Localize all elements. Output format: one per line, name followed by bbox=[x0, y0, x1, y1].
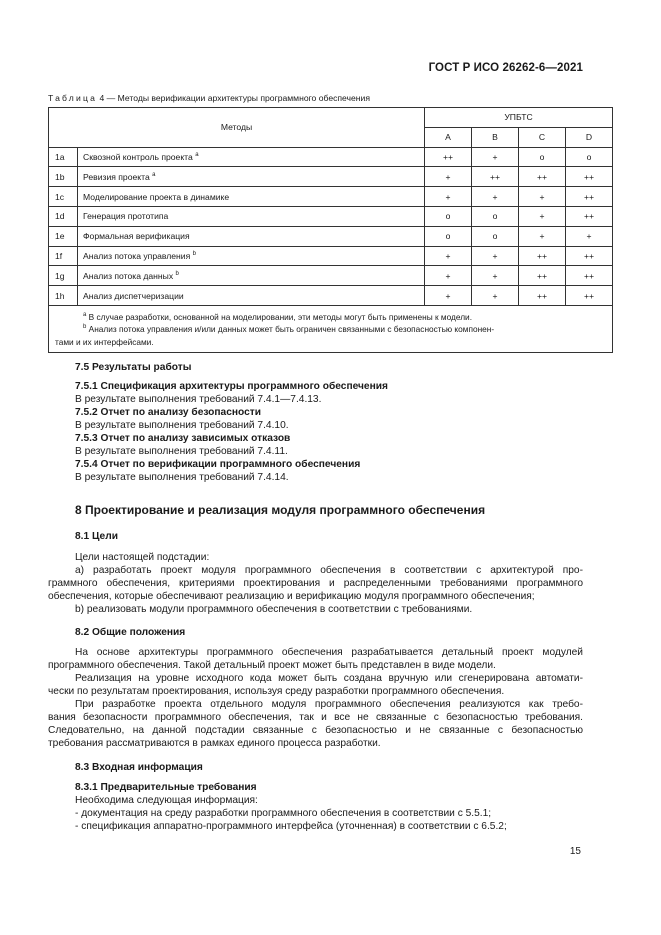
section-7-5-3-text: В результате выполнения требований 7.4.11. bbox=[75, 446, 288, 457]
table-caption-text: 4 — Методы верификации архитектуры программного обеспечения bbox=[99, 93, 371, 103]
section-7-5-3-title: 7.5.3 Отчет по анализу зависимых отказов bbox=[75, 433, 291, 444]
row-value-d: o bbox=[566, 147, 613, 167]
row-value-c: ++ bbox=[519, 167, 566, 187]
s82-p3-line-1: При разработке проекта отдельного модуля программного обеспечения реализуются как требо- bbox=[75, 699, 583, 710]
prereq-item-2: - спецификация аппаратно-программного интерфейса (уточненная) в соответствии с 6.5.2; bbox=[75, 821, 507, 832]
row-value-c: + bbox=[519, 206, 566, 226]
row-method bbox=[78, 167, 425, 187]
note-a-text: В случае разработки, основанной на моделировании, эти методы могут быть применены к модели. bbox=[88, 311, 472, 322]
row-footnote-mark: b bbox=[192, 251, 196, 258]
section-8-1-title: 8.1 Цели bbox=[75, 531, 118, 542]
table-row bbox=[49, 266, 613, 286]
note-a bbox=[55, 311, 606, 323]
header-level-a: A bbox=[425, 127, 472, 147]
section-8-2-title: 8.2 Общие положения bbox=[75, 627, 186, 638]
table-row bbox=[49, 206, 613, 226]
header-level-c: C bbox=[519, 127, 566, 147]
section-7-5-1-text: В результате выполнения требований 7.4.1—7.4.13. bbox=[75, 394, 322, 405]
header-methods: Методы bbox=[49, 108, 425, 148]
row-method-text: Анализ потока управления bbox=[83, 250, 191, 261]
row-method-text: Формальная верификация bbox=[83, 231, 190, 242]
s82-p2-line-1: Реализация на уровне исходного кода может быть создана вручную или сгенерирована автомати- bbox=[75, 673, 583, 684]
section-7-5-title: 7.5 Результаты работы bbox=[75, 362, 192, 373]
section-7-5-1-title: 7.5.1 Спецификация архитектуры программного обеспечения bbox=[75, 381, 388, 392]
row-footnote-mark: a bbox=[152, 171, 156, 178]
row-method-text: Генерация прототипа bbox=[83, 211, 169, 222]
row-id: 1d bbox=[49, 206, 78, 226]
row-method-text: Анализ диспетчеризации bbox=[83, 290, 184, 301]
s82-p1-line-2: программного обеспечения. Такой детальный проект может быть представлен в виде модели. bbox=[48, 660, 496, 671]
row-value-a: o bbox=[425, 206, 472, 226]
row-value-c: o bbox=[519, 147, 566, 167]
row-value-b: + bbox=[472, 187, 519, 207]
row-value-a: ++ bbox=[425, 147, 472, 167]
s82-p2-line-2: чески по результатам проектирования, используя среду разработки программного обеспечения. bbox=[48, 686, 505, 697]
goal-a-line-2: граммного обеспечения, критериями проектирования и распределенными требованиями программного bbox=[48, 578, 583, 589]
row-value-d: ++ bbox=[566, 206, 613, 226]
row-value-c: ++ bbox=[519, 266, 566, 286]
table-caption bbox=[48, 93, 370, 103]
document-header: ГОСТ Р ИСО 26262-6—2021 bbox=[428, 62, 583, 74]
row-method-text: Моделирование проекта в динамике bbox=[83, 191, 230, 202]
row-value-b: ++ bbox=[472, 167, 519, 187]
row-value-b: o bbox=[472, 206, 519, 226]
row-value-c: + bbox=[519, 187, 566, 207]
table-row bbox=[49, 167, 613, 187]
section-8-1 bbox=[48, 530, 583, 616]
section-7-5-4-title: 7.5.4 Отчет по верификации программного обеспечения bbox=[75, 459, 361, 470]
section-8-2 bbox=[48, 626, 583, 750]
table-row bbox=[49, 286, 613, 306]
row-method-text: Анализ потока данных bbox=[83, 270, 174, 281]
row-id: 1e bbox=[49, 226, 78, 246]
verification-methods-table bbox=[48, 107, 613, 353]
goal-b: b) реализовать модули программного обеспечения в соответствии с требованиями. bbox=[75, 604, 473, 615]
note-b-text-2: тами и их интерфейсами. bbox=[55, 336, 154, 347]
row-value-c: + bbox=[519, 226, 566, 246]
row-method-text: Ревизия проекта bbox=[83, 171, 150, 182]
section-7-5-2-title: 7.5.2 Отчет по анализу безопасности bbox=[75, 407, 262, 418]
row-method-text: Сквозной контроль проекта bbox=[83, 151, 193, 162]
row-id: 1a bbox=[49, 147, 78, 167]
note-b-mark: b bbox=[83, 324, 87, 331]
row-footnote-mark: b bbox=[175, 270, 179, 277]
page-number: 15 bbox=[569, 846, 581, 857]
row-value-d: ++ bbox=[566, 266, 613, 286]
section-8-3 bbox=[75, 761, 583, 833]
row-value-a: + bbox=[425, 246, 472, 266]
row-id: 1b bbox=[49, 167, 78, 187]
row-value-b: o bbox=[472, 226, 519, 246]
row-value-a: + bbox=[425, 167, 472, 187]
row-id: 1g bbox=[49, 266, 78, 286]
row-value-d: ++ bbox=[566, 286, 613, 306]
row-value-a: + bbox=[425, 266, 472, 286]
row-value-d: ++ bbox=[566, 246, 613, 266]
table-row bbox=[49, 246, 613, 266]
row-value-c: ++ bbox=[519, 286, 566, 306]
row-value-c: ++ bbox=[519, 246, 566, 266]
header-level-b: B bbox=[472, 127, 519, 147]
row-method bbox=[78, 187, 425, 207]
note-b bbox=[55, 323, 606, 335]
section-7-5 bbox=[75, 361, 583, 484]
note-b-text-1: Анализ потока управления и/или данных может быть ограничен связанными с безопасностью компонен- bbox=[88, 324, 495, 335]
header-level-d: D bbox=[566, 127, 613, 147]
s82-p3-line-2: вания безопасности программного обеспечения, так и все не связанные с безопасностью требования. bbox=[48, 712, 583, 723]
prereq-item-1: - документация на среду разработки программного обеспечения в соответствии с 5.5.1; bbox=[75, 808, 492, 819]
note-a-mark: a bbox=[83, 312, 87, 319]
s82-p1-line-1: На основе архитектуры программного обеспечения разрабатывается детальный проект модулей bbox=[75, 647, 583, 658]
row-method bbox=[78, 147, 425, 167]
row-id: 1f bbox=[49, 246, 78, 266]
row-footnote-mark: a bbox=[195, 152, 199, 159]
row-id: 1c bbox=[49, 187, 78, 207]
row-value-a: o bbox=[425, 226, 472, 246]
row-value-b: + bbox=[472, 286, 519, 306]
table-notes bbox=[49, 305, 613, 352]
row-value-d: + bbox=[566, 226, 613, 246]
row-method bbox=[78, 206, 425, 226]
section-8-3-title: 8.3 Входная информация bbox=[75, 762, 203, 773]
row-method bbox=[78, 266, 425, 286]
s82-p3-line-3: Следовательно, на данной подстадии связанные с безопасностью и не связанные с безопасностью bbox=[48, 725, 583, 736]
row-value-d: ++ bbox=[566, 187, 613, 207]
section-7-5-2-text: В результате выполнения требований 7.4.10. bbox=[75, 420, 289, 431]
row-id: 1h bbox=[49, 286, 78, 306]
section-8-title: 8 Проектирование и реализация модуля программного обеспечения bbox=[75, 503, 486, 517]
row-method bbox=[78, 226, 425, 246]
row-method bbox=[78, 286, 425, 306]
section-8-3-1-intro: Необходима следующая информация: bbox=[75, 795, 258, 806]
table-row bbox=[49, 226, 613, 246]
goal-a-line-1: а) разработать проект модуля программного обеспечения в соответствии с архитектурой про- bbox=[75, 565, 583, 576]
section-7-5-4-text: В результате выполнения требований 7.4.14. bbox=[75, 472, 289, 483]
row-method bbox=[78, 246, 425, 266]
row-value-b: + bbox=[472, 246, 519, 266]
row-value-a: + bbox=[425, 187, 472, 207]
row-value-b: + bbox=[472, 266, 519, 286]
row-value-a: + bbox=[425, 286, 472, 306]
header-asil: УПБТС bbox=[425, 108, 613, 128]
section-8-3-1-title: 8.3.1 Предварительные требования bbox=[75, 782, 257, 793]
goal-a-line-3: обеспечения, которые обеспечивают реализацию и верификацию модуля программного обеспечения; bbox=[48, 591, 535, 602]
table-row bbox=[49, 187, 613, 207]
row-value-d: ++ bbox=[566, 167, 613, 187]
table-caption-word: Таблица bbox=[48, 93, 98, 103]
row-value-b: + bbox=[472, 147, 519, 167]
section-8-1-intro: Цели настоящей подстадии: bbox=[75, 552, 210, 563]
s82-p3-line-4: требования рассматриваются в рамках единого процесса разработки. bbox=[48, 738, 381, 749]
table-row bbox=[49, 147, 613, 167]
